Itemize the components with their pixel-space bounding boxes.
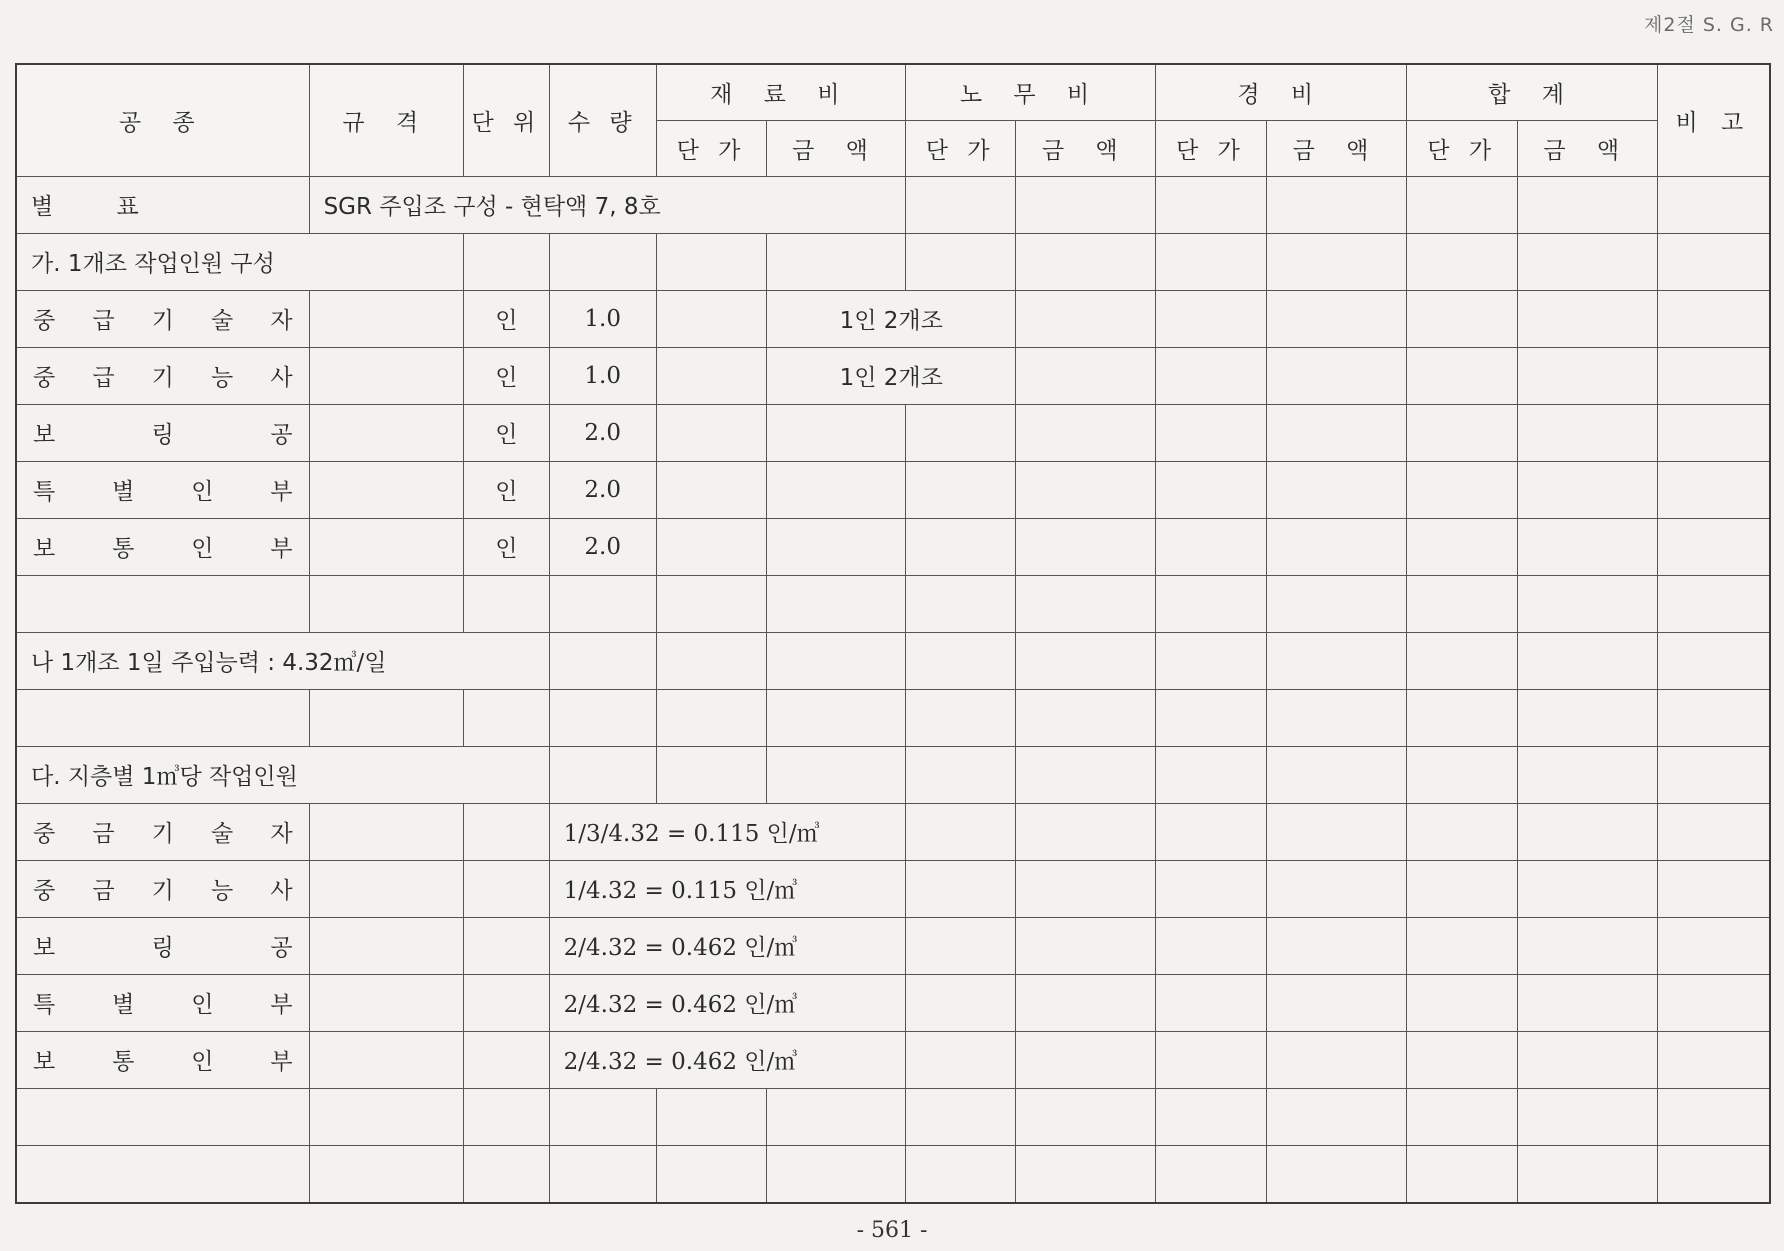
table-row xyxy=(16,632,1770,689)
table-row xyxy=(16,1145,1770,1203)
table-row xyxy=(16,290,1770,347)
col-header-material: 재 료 비 xyxy=(656,64,905,120)
item-name: 중 급 기 능 사 xyxy=(16,347,309,404)
col-header-spec: 규 격 xyxy=(309,64,463,176)
item-name: 보 링 공 xyxy=(16,917,309,974)
subheader-total-unit-price: 단 가 xyxy=(1407,120,1517,176)
item-qty: 1.0 xyxy=(549,347,656,404)
item-formula: 2/4.32 = 0.462 인/㎥ xyxy=(549,974,905,1031)
col-header-item: 공 종 xyxy=(16,64,309,176)
item-formula: 2/4.32 = 0.462 인/㎥ xyxy=(549,1031,905,1088)
subheader-expense-amount: 금 액 xyxy=(1266,120,1407,176)
item-formula: 1/4.32 = 0.115 인/㎥ xyxy=(549,860,905,917)
col-header-expense: 경 비 xyxy=(1156,64,1407,120)
table-row xyxy=(16,860,1770,917)
item-formula: 1/3/4.32 = 0.115 인/㎥ xyxy=(549,803,905,860)
table-row xyxy=(16,746,1770,803)
table-row xyxy=(16,917,1770,974)
col-header-qty: 수 량 xyxy=(549,64,656,176)
item-qty: 1.0 xyxy=(549,290,656,347)
col-header-unit: 단 위 xyxy=(464,64,550,176)
item-formula: 2/4.32 = 0.462 인/㎥ xyxy=(549,917,905,974)
item-note: 1인 2개조 xyxy=(767,347,1016,404)
cost-table xyxy=(15,63,1771,1204)
table-row xyxy=(16,803,1770,860)
item-unit: 인 xyxy=(464,347,550,404)
item-name: 중 금 기 술 자 xyxy=(16,803,309,860)
section-heading: 가. 1개조 작업인원 구성 xyxy=(16,233,464,290)
item-unit: 인 xyxy=(464,290,550,347)
item-name: 중 급 기 술 자 xyxy=(16,290,309,347)
item-unit: 인 xyxy=(464,518,550,575)
item-name: 별 표 xyxy=(16,176,309,233)
subheader-labor-unit-price: 단 가 xyxy=(905,120,1015,176)
item-description: SGR 주입조 구성 - 현탁액 7, 8호 xyxy=(309,176,905,233)
item-name: 중 금 기 능 사 xyxy=(16,860,309,917)
table-row xyxy=(16,176,1770,233)
table-row xyxy=(16,974,1770,1031)
subheader-labor-amount: 금 액 xyxy=(1016,120,1156,176)
subheader-material-amount: 금 액 xyxy=(767,120,906,176)
item-name: 특 별 인 부 xyxy=(16,461,309,518)
item-qty: 2.0 xyxy=(549,461,656,518)
table-row xyxy=(16,575,1770,632)
table-row xyxy=(16,1088,1770,1145)
table-row xyxy=(16,233,1770,290)
item-name: 보 링 공 xyxy=(16,404,309,461)
item-unit: 인 xyxy=(464,461,550,518)
subheader-expense-unit-price: 단 가 xyxy=(1156,120,1266,176)
item-name: 보 통 인 부 xyxy=(16,1031,309,1088)
subheader-material-unit-price: 단 가 xyxy=(656,120,766,176)
item-qty: 2.0 xyxy=(549,518,656,575)
table-row xyxy=(16,518,1770,575)
col-header-remarks: 비 고 xyxy=(1657,64,1770,176)
item-name: 특 별 인 부 xyxy=(16,974,309,1031)
table-row xyxy=(16,689,1770,746)
item-unit: 인 xyxy=(464,404,550,461)
section-heading: 나 1개조 1일 주입능력 : 4.32㎥/일 xyxy=(16,632,549,689)
item-qty: 2.0 xyxy=(549,404,656,461)
page-header: 제2절 S. G. R xyxy=(1644,14,1774,36)
table-row xyxy=(16,347,1770,404)
item-note: 1인 2개조 xyxy=(767,290,1016,347)
table-row xyxy=(16,404,1770,461)
table-row xyxy=(16,1031,1770,1088)
section-heading: 다. 지층별 1㎥당 작업인원 xyxy=(16,746,549,803)
table-row xyxy=(16,461,1770,518)
page-number: - 561 - xyxy=(856,1218,928,1243)
item-name: 보 통 인 부 xyxy=(16,518,309,575)
col-header-total: 합 계 xyxy=(1407,64,1657,120)
subheader-total-amount: 금 액 xyxy=(1517,120,1657,176)
col-header-labor: 노 무 비 xyxy=(905,64,1155,120)
